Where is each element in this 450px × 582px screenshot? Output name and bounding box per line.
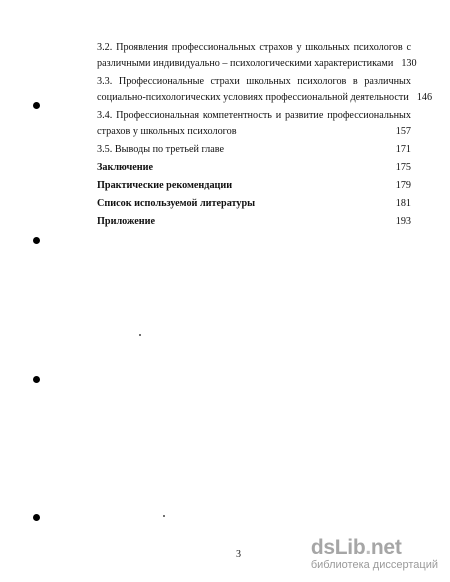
toc-entry-text: социально-психологических условиях профессиональной деятельности [97, 92, 409, 103]
toc-entry-text: Практические рекомендации [97, 180, 233, 191]
page-number: 3 [236, 549, 241, 560]
toc-entry-conclusion [97, 160, 411, 176]
toc-entry-references [97, 196, 411, 212]
punch-hole-mark [33, 237, 40, 244]
watermark-logo [311, 537, 438, 572]
toc-entry-recommendations [97, 178, 411, 194]
punch-hole-mark [33, 376, 40, 383]
toc-entry-3-2 [97, 40, 417, 72]
toc-entry-text: Заключение [97, 162, 153, 173]
toc-entry-appendix [97, 214, 411, 230]
toc-entry-3-4 [97, 108, 411, 140]
scan-speck [163, 515, 165, 517]
toc-entry-text: Приложение [97, 216, 156, 227]
toc-entry-text: Список используемой литературы [97, 198, 256, 209]
table-of-contents [97, 40, 433, 230]
watermark-brand: dsLib.net [310, 536, 402, 559]
toc-entry-3-5 [97, 142, 411, 158]
toc-page-number: 175 [395, 162, 411, 173]
toc-entry-3-3 [97, 74, 433, 106]
punch-hole-mark [33, 102, 40, 109]
toc-page-number: 130 [401, 58, 417, 69]
watermark-subtitle: библиотека диссертаций [310, 559, 438, 571]
toc-page-number: 171 [395, 144, 411, 155]
toc-page-number: 146 [416, 92, 433, 103]
toc-entry-text: 3.2. Проявления профессиональных страхов у школьных психологов с [97, 42, 411, 53]
punch-hole-mark [33, 514, 40, 521]
toc-entry-text: различными индивидуально – психологическими характеристиками [97, 58, 394, 69]
toc-entry-text: 3.4. Профессиональная компетентность и развитие профессиональных [97, 110, 411, 121]
toc-page-number: 179 [395, 180, 411, 191]
toc-entry-text: 3.5. Выводы по третьей главе [97, 144, 225, 155]
toc-entry-text: 3.3. Профессиональные страхи школьных психологов в различных [97, 76, 411, 87]
toc-page-number: 157 [395, 126, 411, 137]
toc-page-number: 193 [395, 216, 411, 227]
toc-entry-text: страхов у школьных психологов [97, 126, 237, 137]
toc-page-number: 181 [395, 198, 411, 209]
scan-speck [139, 334, 141, 336]
